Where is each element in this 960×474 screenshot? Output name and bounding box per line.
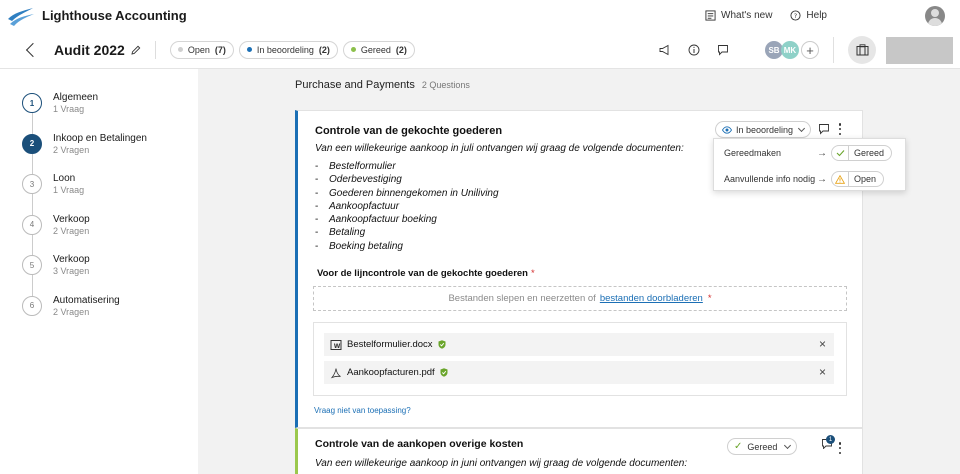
shield-check-icon xyxy=(440,368,448,377)
status-dot xyxy=(178,47,183,52)
question-title: Controle van de aankopen overige kosten xyxy=(315,438,524,450)
dropzone-text: Bestanden slepen en neerzetten of xyxy=(448,293,596,304)
back-arrow-icon[interactable] xyxy=(26,42,40,56)
file-item[interactable] xyxy=(324,333,834,356)
file-item[interactable] xyxy=(324,361,834,384)
menu-item-label: Aanvullende info nodig xyxy=(724,174,816,184)
audit-header xyxy=(0,31,960,69)
step-subtitle: 3 Vragen xyxy=(53,266,90,276)
step-number: 2 xyxy=(22,134,42,154)
status-change-menu xyxy=(713,138,906,191)
svg-text:?: ? xyxy=(794,11,798,20)
divider xyxy=(833,37,834,63)
step-connector xyxy=(32,113,33,134)
svg-text:W: W xyxy=(333,342,341,350)
arrow-right-icon: → xyxy=(817,173,827,185)
document-list xyxy=(315,160,499,253)
megaphone-icon xyxy=(659,44,671,56)
step-item[interactable] xyxy=(22,296,147,337)
section-title: Purchase and Payments xyxy=(295,79,415,91)
section-header xyxy=(295,79,470,91)
warning-icon xyxy=(832,171,849,187)
upload-label: Voor de lijncontrole van de gekochte goederen * xyxy=(317,268,535,279)
step-title: Verkoop xyxy=(53,213,90,225)
arrow-right-icon: → xyxy=(817,147,827,159)
more-options-icon[interactable] xyxy=(837,123,843,135)
comment-button[interactable] xyxy=(821,437,835,451)
section-count: 2 Questions xyxy=(421,80,470,90)
status-dropdown[interactable] xyxy=(715,121,811,138)
status-label: Gereed xyxy=(747,441,778,452)
panel-icon xyxy=(856,44,869,56)
user-avatar-icon[interactable] xyxy=(925,6,945,26)
side-panel-button[interactable] xyxy=(848,36,876,64)
sidebar xyxy=(0,69,198,474)
filter-count: (2) xyxy=(395,44,407,55)
list-item: - Boeking betaling xyxy=(315,240,403,252)
step-title: Algemeen xyxy=(53,92,99,103)
step-item[interactable] xyxy=(22,215,147,256)
announce-button[interactable] xyxy=(658,43,672,57)
target-status-label: Open xyxy=(854,174,877,184)
status-dot xyxy=(247,47,252,52)
question-title: Controle van de gekochte goederen xyxy=(315,125,503,137)
step-connector xyxy=(32,194,33,215)
step-subtitle: 1 Vraag xyxy=(53,185,85,195)
list-item: - Bestelformulier xyxy=(315,161,396,172)
filter-label: In beoordeling xyxy=(256,44,314,55)
question-intro: Van een willekeurige aankoop in juli ontvangen wij graag de volgende documenten: xyxy=(315,143,684,154)
more-options-icon[interactable] xyxy=(837,442,843,454)
step-connector xyxy=(32,235,33,256)
help-link[interactable] xyxy=(790,10,827,21)
filter-count: (7) xyxy=(214,44,226,55)
chevron-down-icon xyxy=(784,441,791,448)
step-number: 5 xyxy=(22,255,42,275)
step-title: Automatisering xyxy=(53,294,120,306)
divider xyxy=(155,41,156,59)
list-item: - Aankoopfactuur boeking xyxy=(315,214,437,226)
target-status-pill xyxy=(831,145,892,161)
browse-files-link[interactable]: bestanden doorbladeren xyxy=(599,293,703,304)
step-subtitle: 2 Vragen xyxy=(53,306,90,317)
step-list xyxy=(22,93,147,336)
filter-in-beoordeling[interactable] xyxy=(239,41,338,59)
step-number: 1 xyxy=(22,93,42,113)
edit-pencil-icon[interactable] xyxy=(131,45,141,55)
list-item: - Betaling xyxy=(315,227,366,239)
file-dropzone[interactable] xyxy=(313,286,847,311)
add-collaborator-button[interactable]: + xyxy=(801,41,819,59)
uploaded-files xyxy=(313,322,847,396)
step-connector xyxy=(32,154,33,175)
page-title: Audit 2022 xyxy=(54,41,125,58)
list-item: - Goederen binnengekomen in Uniliving xyxy=(315,187,499,199)
step-item[interactable] xyxy=(22,255,147,296)
target-status-pill xyxy=(831,171,884,187)
remove-file-icon[interactable]: × xyxy=(818,365,826,379)
menu-item-label: Gereedmaken xyxy=(724,148,782,158)
required-mark: * xyxy=(707,293,712,304)
shield-check-icon xyxy=(438,340,446,349)
collaborators xyxy=(765,41,819,59)
question-intro: Van een willekeurige aankoop in juni ontvangen wij graag de volgende documenten: xyxy=(315,458,688,469)
lighthouse-logo-icon xyxy=(6,5,36,27)
step-subtitle: 2 Vragen xyxy=(53,144,90,155)
list-item: - Aankoopfactuur xyxy=(315,200,400,212)
filter-gereed[interactable] xyxy=(343,41,415,59)
step-item[interactable] xyxy=(22,134,147,175)
step-number: 3 xyxy=(22,174,42,194)
remove-file-icon[interactable]: × xyxy=(818,337,826,351)
avatar[interactable]: SB xyxy=(765,41,783,59)
step-item[interactable] xyxy=(22,174,147,215)
comments-button[interactable] xyxy=(716,43,730,57)
placeholder-block xyxy=(886,37,953,64)
status-dot xyxy=(351,47,356,52)
step-title: Inkoop en Betalingen xyxy=(53,132,147,144)
step-item[interactable] xyxy=(22,93,147,134)
word-doc-icon xyxy=(330,339,342,351)
file-name: Bestelformulier.docx xyxy=(347,339,433,350)
target-status-label: Gereed xyxy=(854,148,885,158)
status-label: In beoordeling xyxy=(736,124,794,135)
status-filters xyxy=(170,41,415,59)
file-name: Aankoopfacturen.pdf xyxy=(347,367,435,378)
whats-new-link[interactable] xyxy=(705,10,772,21)
step-subtitle: 2 Vragen xyxy=(53,225,90,236)
filter-count: (2) xyxy=(318,44,330,55)
info-button[interactable] xyxy=(687,43,701,57)
step-title: Loon xyxy=(53,173,76,184)
pdf-icon xyxy=(330,367,342,379)
comment-count-badge: 1 xyxy=(826,435,835,444)
whats-new-label: What's new xyxy=(721,10,773,21)
check-icon xyxy=(832,145,849,161)
chevron-down-icon xyxy=(798,124,805,131)
not-applicable-link[interactable]: Vraag niet van toepassing? xyxy=(314,406,411,415)
step-number: 6 xyxy=(22,296,42,316)
step-title: Verkoop xyxy=(53,254,90,265)
filter-open[interactable] xyxy=(170,41,234,59)
brand-name: Lighthouse Accounting xyxy=(42,8,187,23)
list-item: - Oderbevestiging xyxy=(315,174,402,186)
avatar[interactable]: MK xyxy=(781,41,799,59)
top-bar xyxy=(0,0,960,31)
menu-item-gereedmaken[interactable] xyxy=(724,145,899,161)
comment-icon[interactable] xyxy=(818,123,830,135)
filter-label: Open xyxy=(187,44,210,55)
comment-icon xyxy=(717,44,729,56)
main-content xyxy=(198,69,960,474)
filter-label: Gereed xyxy=(360,44,391,55)
step-number: 4 xyxy=(22,215,42,235)
help-label: Help xyxy=(806,10,827,21)
eye-icon xyxy=(722,126,732,134)
step-connector xyxy=(32,275,33,296)
required-mark: * xyxy=(530,268,535,279)
menu-item-aanvullende-info[interactable] xyxy=(724,171,899,187)
check-icon: ✓ xyxy=(734,441,743,452)
info-icon xyxy=(688,44,700,56)
step-subtitle: 1 Vraag xyxy=(53,104,85,114)
status-dropdown[interactable] xyxy=(727,438,797,455)
news-icon xyxy=(705,10,716,21)
help-icon xyxy=(790,10,801,21)
question-card xyxy=(295,428,863,474)
